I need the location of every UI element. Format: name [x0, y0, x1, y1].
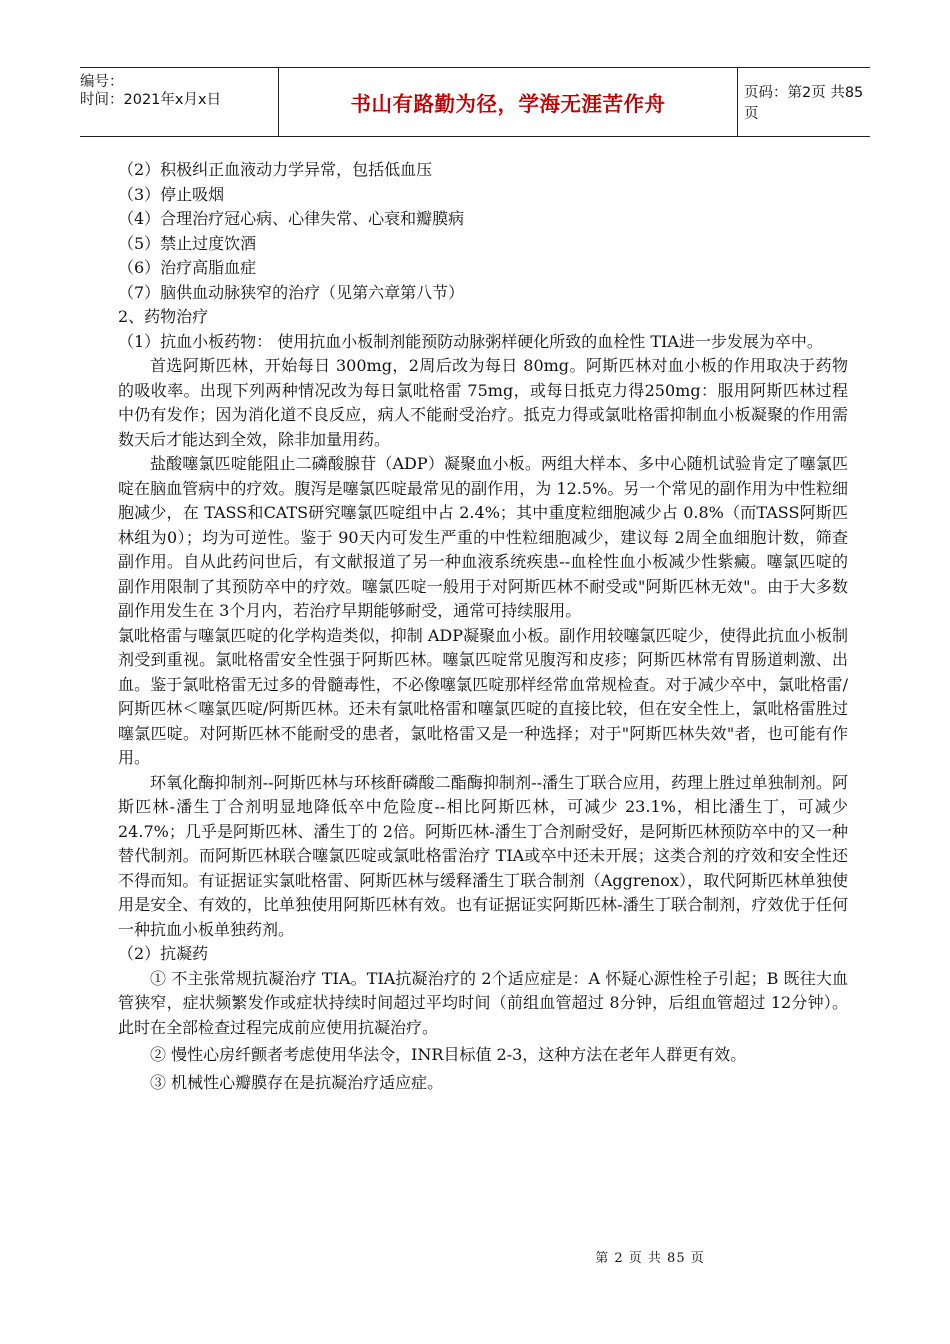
paragraph: 氯吡格雷与噻氯匹啶的化学构造类似，抑制 ADP凝聚血小板。副作用较噻氯匹啶少，使得此抗血小板制剂受到重视。氯吡格雷安全性强于阿斯匹林。噻氯匹啶常见腹泻和皮疹；阿斯匹林常有胃肠道刺激、出血。鉴于氯吡格雷无过多的骨髓毒性，不必像噻氯匹啶那样经常血常规检查。对于减少卒中，氯吡格雷/阿斯匹林＜噻氯匹啶/阿斯匹林。还未有氯吡格雷和噻氯匹啶的直接比较，但在安全性上，氯吡格雷胜过噻氯匹啶。对阿斯匹林不能耐受的患者，氯吡格雷又是一种选择；对于"阿斯匹林失效"者，也可能有作用。 — [118, 625, 848, 767]
header-motto: 书山有路勤为径，学海无涯苦作舟 — [278, 68, 738, 136]
paragraph: 2、药物治疗 — [118, 307, 209, 326]
paragraph: 首选阿斯匹林，开始每日 300mg，2周后改为每日 80mg。阿斯匹林对血小板的作用取决于药物的吸收率。出现下列两种情况改为每日氯吡格雷 75mg，或每日抵克力得250mg：服用阿斯匹林过程中仍有发作；因为消化道不良反应，病人不能耐受治疗。抵克力得或氯吡格雷抑制血小板凝聚的作用需数天后才能达到全效，除非加量用药。 — [118, 356, 848, 449]
paragraph: （2）抗凝药 — [118, 944, 209, 963]
paragraph: ① 不主张常规抗凝治疗 TIA。TIA抗凝治疗的 2个适应症是：A 怀疑心源性栓子引起；B 既往大血管狭窄，症状频繁发作或症状持续时间超过平均时间（前组血管超过 8分钟，后组血管超过 12分钟）。此时在全部检查过程完成前应使用抗凝治疗。 — [118, 968, 848, 1037]
header-meta — [80, 68, 278, 136]
paragraph: （5）禁止过度饮酒 — [118, 233, 257, 253]
paragraph: ② 慢性心房纤颤者考虑使用华法令，INR目标值 2-3，这种方法在老年人群更有效。 — [150, 1045, 747, 1064]
paragraph: 盐酸噻氯匹啶能阻止二磷酸腺苷（ADP）凝聚血小板。两组大样本、多中心随机试验肯定了噻氯匹啶在脑血管病中的疗效。腹泻是噻氯匹啶最常见的副作用，为 12.5%。另一个常见的副作用为中性粒细胞减少，在 TASS和CATS研究噻氯匹啶组中占 2.4%；其中重度粒细胞减少占 0.8%（而TASS阿斯匹林组为0）；均为可逆性。鉴于 90天内可发生严重的中性粒细胞减少，建议每 2周全血细胞计数，筛查副作用。自从此药问世后，有文献报道了另一种血液系统疾患--血栓性血小板减少性紫癜。噻氯匹啶的副作用限制了其预防卒中的疗效。噻氯匹啶一般用于对阿斯匹林不耐受或"阿斯匹林无效"。由于大多数副作用发生在 3个月内，若治疗早期能够耐受，通常可持续服用。 — [118, 454, 848, 620]
paragraph: （3）停止吸烟 — [118, 184, 225, 204]
document-body — [118, 158, 848, 1095]
paragraph: （4）合理治疗冠心病、心律失常、心衰和瓣膜病 — [118, 209, 465, 228]
paragraph: （1）抗血小板药物： 使用抗血小板制剂能预防动脉粥样硬化所致的血栓性 TIA进一步发展为卒中。 — [118, 331, 823, 351]
header-page-info: 页码：第2页 共85页 — [744, 85, 864, 122]
paragraph: （6）治疗高脂血症 — [118, 258, 257, 277]
date-label: 时间：2021年x月x日 — [80, 92, 222, 108]
page-header — [80, 67, 870, 137]
paragraph: 环氧化酶抑制剂--阿斯匹林与环核酐磷酸二酯酶抑制剂--潘生丁联合应用，药理上胜过单独制剂。阿斯匹林-潘生丁合剂明显地降低卒中危险度--相比阿斯匹林，可减少 23.1%，相比潘生丁，可减少 24.7%；几乎是阿斯匹林、潘生丁的 2倍。阿斯匹林-潘生丁合剂耐受好，是阿斯匹林预防卒中的又一种替代制剂。而阿斯匹林联合噻氯匹啶或氯吡格雷治疗 TIA或卒中还未开展；这类合剂的疗效和安全性还不得而知。有证据证实氯吡格雷、阿斯匹林与缓释潘生丁联合制剂（Aggrenox），取代阿斯匹林单独使用是安全、有效的，比单独使用阿斯匹林有效。也有证据证实阿斯匹林-潘生丁联合制剂，疗效优于任何一种抗血小板单独药剂。 — [118, 772, 848, 939]
paragraph: （7）脑供血动脉狭窄的治疗（见第六章第八节） — [118, 282, 465, 302]
page-footer: 第 2 页 共 85 页 — [595, 1251, 705, 1266]
paragraph: ③ 机械性心瓣膜存在是抗凝治疗适应症。 — [150, 1072, 444, 1092]
number-label: 编号： — [80, 74, 124, 90]
paragraph: （2）积极纠正血液动力学异常，包括低血压 — [118, 160, 433, 179]
